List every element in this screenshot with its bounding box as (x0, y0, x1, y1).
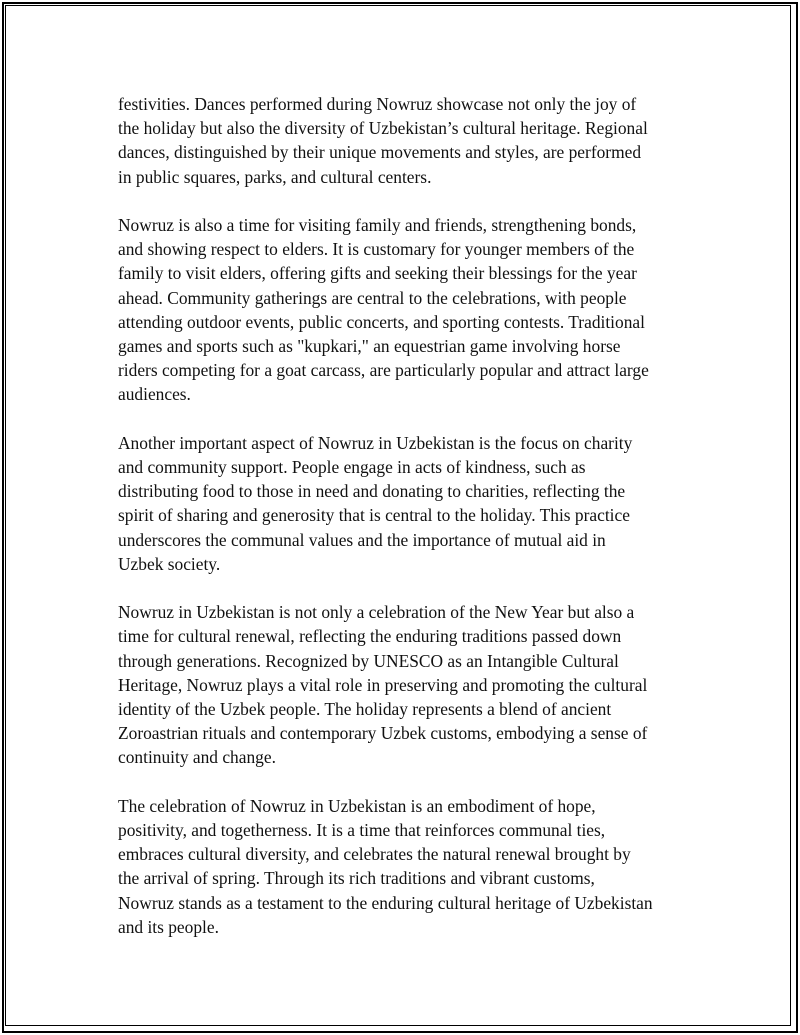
text-line: through generations. Recognized by UNESCO as an Intangible Cultural (118, 650, 619, 671)
text-line: and its people. (118, 916, 219, 937)
text-line: festivities. Dances performed during Nowruz showcase not only the joy of (118, 94, 637, 114)
document-body (118, 92, 698, 963)
text-line: The celebration of Nowruz in Uzbekistan is an embodiment of hope, (118, 795, 596, 816)
paragraph-festivities (118, 92, 698, 189)
text-line: spirit of sharing and generosity that is central to the holiday. This practice (118, 505, 630, 526)
text-line: attending outdoor events, public concerts, and sporting contests. Traditional (118, 311, 645, 332)
text-line: Nowruz stands as a testament to the enduring cultural heritage of Uzbekistan (118, 892, 653, 913)
text-line: Another important aspect of Nowruz in Uzbekistan is the focus on charity (118, 432, 633, 453)
paragraph-charity (118, 431, 698, 576)
text-line: Uzbek society. (118, 553, 221, 574)
text-line: and community support. People engage in acts of kindness, such as (118, 457, 586, 478)
text-line: the arrival of spring. Through its rich traditions and vibrant customs, (118, 868, 595, 889)
paragraph-cultural-renewal (118, 600, 698, 769)
paragraph-conclusion (118, 794, 698, 939)
text-line: Nowruz in Uzbekistan is not only a celebration of the New Year but also a (118, 602, 635, 623)
text-line: continuity and change. (118, 747, 276, 768)
text-line: time for cultural renewal, reflecting the enduring traditions passed down (118, 626, 622, 647)
text-line: in public squares, parks, and cultural centers. (118, 166, 432, 187)
text-line: embraces cultural diversity, and celebrates the natural renewal brought by (118, 844, 631, 865)
text-line: and showing respect to elders. It is customary for younger members of the (118, 239, 635, 260)
text-line: distributing food to those in need and donating to charities, reflecting the (118, 481, 626, 502)
text-line: identity of the Uzbek people. The holiday represents a blend of ancient (118, 699, 612, 720)
text-line: audiences. (118, 384, 191, 405)
paragraph-visiting-family (118, 213, 698, 407)
text-line: Heritage, Nowruz plays a vital role in preserving and promoting the cultural (118, 674, 648, 695)
text-line: family to visit elders, offering gifts and seeking their blessings for the year (118, 263, 637, 284)
text-line: riders competing for a goat carcass, are particularly popular and attract large (118, 360, 649, 381)
text-line: positivity, and togetherness. It is a time that reinforces communal ties, (118, 820, 606, 841)
text-line: Nowruz is also a time for visiting family and friends, strengthening bonds, (118, 215, 637, 235)
text-line: the holiday but also the diversity of Uzbekistan’s cultural heritage. Regional (118, 118, 648, 139)
text-line: ahead. Community gatherings are central to the celebrations, with people (118, 287, 627, 308)
text-line: underscores the communal values and the importance of mutual aid in (118, 529, 606, 550)
text-line: Zoroastrian rituals and contemporary Uzbek customs, embodying a sense of (118, 723, 648, 744)
text-line: games and sports such as "kupkari," an equestrian game involving horse (118, 336, 621, 357)
text-line: dances, distinguished by their unique movements and styles, are performed (118, 142, 642, 163)
